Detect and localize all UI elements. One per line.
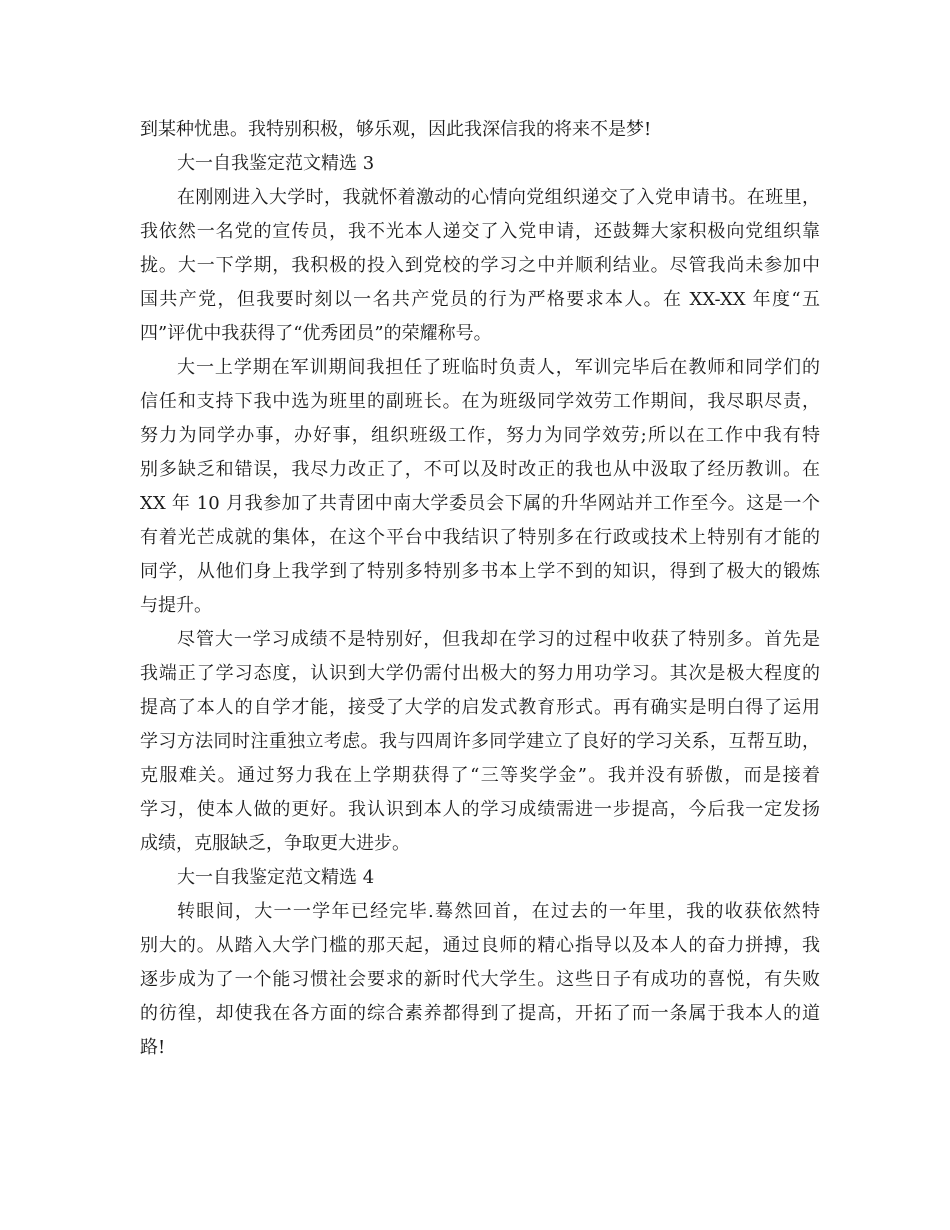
text-line: 逐步成为了一个能习惯社会要求的新时代大学生。这些日子有成功的喜悦，有失败 — [140, 969, 820, 990]
text-line: 尽管大一学习成绩不是特别好，但我却在学习的过程中收获了特别多。首先是 — [177, 629, 820, 650]
text-line: 与提升。 — [140, 595, 212, 616]
text-line: 同学，从他们身上我学到了特别多特别多书本上学不到的知识，得到了极大的锻炼 — [140, 561, 820, 582]
text-line: 拢。大一下学期，我积极的投入到党校的学习之中并顺利结业。尽管我尚未参加中 — [140, 255, 820, 276]
text-line: 成绩，克服缺乏，争取更大进步。 — [140, 833, 410, 854]
text-line: 有着光芒成就的集体，在这个平台中我结识了特别多在行政或技术上特别有才能的 — [140, 527, 820, 548]
text-line: 别大的。从踏入大学门槛的那天起，通过良师的精心指导以及本人的奋力拼搏，我 — [140, 935, 820, 956]
text-line: 国共产党，但我要时刻以一名共产党员的行为严格要求本人。在 XX-XX 年度“五 — [140, 289, 820, 310]
text-line: 提高了本人的自学才能，接受了大学的启发式教育形式。再有确实是明白得了运用 — [140, 697, 820, 718]
text-line: 我端正了学习态度，认识到大学仍需付出极大的努力用功学习。其次是极大程度的 — [140, 663, 820, 684]
text-line: 别多缺乏和错误，我尽力改正了，不可以及时改正的我也从中汲取了经历教训。在 — [140, 459, 820, 480]
text-line: 信任和支持下我中选为班里的副班长。在为班级同学效劳工作期间，我尽职尽责， — [140, 391, 820, 412]
text-line: 路! — [140, 1037, 166, 1058]
text-line: 的彷徨，却使我在各方面的综合素养都得到了提高，开拓了而一条属于我本人的道 — [140, 1003, 820, 1024]
text-line: 在刚刚进入大学时，我就怀着激动的心情向党组织递交了入党申请书。在班里， — [177, 187, 820, 208]
text-line: XX 年 10 月我参加了共青团中南大学委员会下属的升华网站并工作至今。这是一个 — [140, 493, 820, 514]
text-line: 大一上学期在军训期间我担任了班临时负责人，军训完毕后在教师和同学们的 — [177, 357, 820, 378]
text-line: 四”评优中我获得了“优秀团员”的荣耀称号。 — [140, 323, 492, 344]
document-body — [140, 113, 820, 1065]
text-line: 努力为同学办事，办好事，组织班级工作，努力为同学效劳;所以在工作中我有特 — [140, 425, 820, 446]
text-line: 学习，使本人做的更好。我认识到本人的学习成绩需进一步提高，今后我一定发扬 — [140, 799, 820, 820]
text-line: 转眼间，大一一学年已经完毕.蓦然回首，在过去的一年里，我的收获依然特 — [177, 901, 820, 922]
text-line: 克服难关。通过努力我在上学期获得了“三等奖学金”。我并没有骄傲，而是接着 — [140, 765, 820, 786]
text-line: 大一自我鉴定范文精选 3 — [177, 153, 375, 174]
text-line: 大一自我鉴定范文精选 4 — [177, 867, 375, 888]
text-line: 我依然一名党的宣传员，我不光本人递交了入党申请，还鼓舞大家积极向党组织靠 — [140, 221, 820, 242]
text-line: 学习方法同时注重独立考虑。我与四周许多同学建立了良好的学习关系，互帮互助， — [140, 731, 820, 752]
text-line: 到某种忧患。我特别积极，够乐观，因此我深信我的将来不是梦! — [140, 119, 652, 140]
